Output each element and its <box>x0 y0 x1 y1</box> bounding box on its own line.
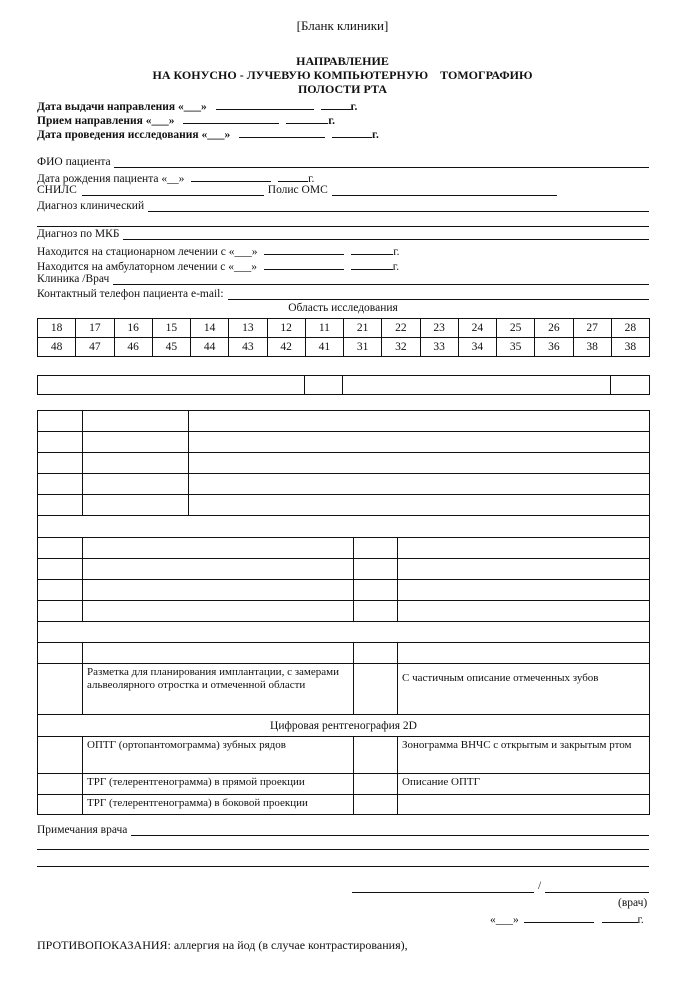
tooth-cell-upper[interactable]: 25 <box>497 319 535 338</box>
partial-description-label: С частичным описание отмеченных зубов <box>398 664 650 715</box>
tmj-checkbox[interactable] <box>354 737 398 774</box>
issue-date-year-field[interactable] <box>321 98 351 110</box>
service-checkbox[interactable] <box>354 643 398 664</box>
sign-year-suffix: г. <box>637 914 644 926</box>
service-cell <box>189 453 650 474</box>
snils-field[interactable] <box>82 184 264 196</box>
tooth-cell-lower[interactable]: 34 <box>458 338 496 357</box>
tooth-cell-lower[interactable]: 38 <box>611 338 649 357</box>
exam-date-row <box>37 126 379 141</box>
patient-fio-row <box>37 156 649 168</box>
issue-date-row <box>37 98 357 113</box>
reception-year-suffix: г. <box>328 115 336 127</box>
snils-oms-row <box>37 184 557 196</box>
doctor-name-field[interactable] <box>545 892 649 893</box>
clinic-doctor-field[interactable] <box>113 273 649 285</box>
outpatient-year-field[interactable] <box>351 258 393 270</box>
tooth-cell-upper[interactable]: 15 <box>152 319 190 338</box>
tooth-cell-lower[interactable]: 45 <box>152 338 190 357</box>
teeth-upper-row <box>38 319 650 338</box>
inpatient-label: Находится на стационарном лечении с «___» <box>37 246 258 258</box>
form-title-line-3: ПОЛОСТИ РТА <box>297 82 388 96</box>
exam-date-month-field[interactable] <box>239 126 325 138</box>
service-cell <box>398 580 650 601</box>
inpatient-year-field[interactable] <box>351 243 393 255</box>
service-cell <box>398 795 650 815</box>
tooth-cell-lower[interactable]: 43 <box>229 338 267 357</box>
issue-date-month-field[interactable] <box>216 98 314 110</box>
doctor-label: (врач) <box>618 897 648 909</box>
reception-date-year-field[interactable] <box>286 112 328 124</box>
service-cell <box>83 601 354 622</box>
snils-label: СНИЛС <box>37 184 77 196</box>
diagnosis-clinical-extra-line[interactable] <box>37 226 649 227</box>
services-block-2 <box>37 537 650 815</box>
tooth-cell-upper[interactable]: 13 <box>229 319 267 338</box>
services-block-1 <box>37 410 650 538</box>
optg-description-label: Описание ОПТГ <box>398 774 650 795</box>
outpatient-label: Находится на амбулаторном лечении с «___» <box>37 261 258 273</box>
diagnosis-clinical-field[interactable] <box>148 200 649 212</box>
oms-field[interactable] <box>332 184 557 196</box>
tooth-cell-lower[interactable]: 36 <box>535 338 573 357</box>
tooth-cell-upper[interactable]: 17 <box>76 319 114 338</box>
region-strip-cell[interactable] <box>38 376 305 395</box>
oms-label: Полис ОМС <box>267 184 328 196</box>
trg-direct-label: ТРГ (телерентгенограмма) в прямой проекции <box>83 774 354 795</box>
tooth-cell-lower[interactable]: 33 <box>420 338 458 357</box>
tooth-cell-upper[interactable]: 18 <box>38 319 76 338</box>
tooth-cell-lower[interactable]: 48 <box>38 338 76 357</box>
tmj-label: Зонограмма ВНЧС с открытым и закрытым ртом <box>398 737 650 774</box>
form-title-line-2: НА КОНУСНО - ЛУЧЕВУЮ КОМПЬЮТЕРНУЮ ТОМОГРАФИЮ <box>152 68 533 82</box>
service-checkbox[interactable] <box>354 795 398 815</box>
exam-date-label: Дата проведения исследования «___» <box>37 129 231 141</box>
tooth-cell-lower[interactable]: 38 <box>573 338 611 357</box>
outpatient-month-field[interactable] <box>264 258 344 270</box>
service-cell <box>83 538 354 559</box>
outpatient-year-suffix: г. <box>392 261 400 273</box>
service-checkbox[interactable] <box>354 580 398 601</box>
diagnosis-clinical-label: Диагноз клинический <box>37 200 145 212</box>
sign-date-month-field[interactable] <box>524 911 594 923</box>
tooth-cell-lower[interactable]: 31 <box>344 338 382 357</box>
service-cell <box>189 411 650 432</box>
tooth-cell-upper[interactable]: 11 <box>305 319 343 338</box>
optg-checkbox[interactable] <box>38 737 83 774</box>
sign-date-day: «___» <box>490 914 519 926</box>
issue-year-suffix: г. <box>350 101 358 113</box>
patient-fio-label: ФИО пациента <box>37 156 111 168</box>
sign-date-row <box>490 911 644 926</box>
tooth-cell-upper[interactable]: 12 <box>267 319 305 338</box>
reception-date-label: Прием направления «___» <box>37 115 175 127</box>
tooth-cell-upper[interactable]: 23 <box>420 319 458 338</box>
issue-date-label: Дата выдачи направления «___» <box>37 101 207 113</box>
tooth-cell-lower[interactable]: 47 <box>76 338 114 357</box>
service-cell <box>83 580 354 601</box>
clinic-form-label: [Бланк клиники] <box>296 18 389 33</box>
trg-direct-checkbox[interactable] <box>38 774 83 795</box>
doctor-notes-line-3[interactable] <box>37 866 649 867</box>
tooth-cell-upper[interactable]: 21 <box>344 319 382 338</box>
section-header-row <box>38 516 650 538</box>
service-checkbox[interactable] <box>354 601 398 622</box>
doctor-signature-field[interactable] <box>352 892 534 893</box>
service-cell <box>83 411 189 432</box>
service-cell <box>189 495 650 516</box>
tooth-cell-upper[interactable]: 27 <box>573 319 611 338</box>
doctor-notes-line-2[interactable] <box>37 849 649 850</box>
region-strip-cell[interactable] <box>343 376 610 395</box>
service-cell <box>189 474 650 495</box>
birth-date-row <box>37 170 314 185</box>
service-cell <box>83 559 354 580</box>
service-checkbox[interactable] <box>38 643 83 664</box>
doctor-notes-row <box>37 824 649 836</box>
region-strip-cell[interactable] <box>305 376 343 395</box>
tooth-cell-lower[interactable]: 46 <box>114 338 152 357</box>
birth-date-year-field[interactable] <box>278 170 308 182</box>
tooth-cell-lower[interactable]: 42 <box>267 338 305 357</box>
form-title: НАПРАВЛЕНИЕ <box>296 54 389 68</box>
doctor-notes-label: Примечания врача <box>37 824 128 836</box>
inpatient-year-suffix: г. <box>393 246 400 258</box>
tooth-cell-upper[interactable]: 16 <box>114 319 152 338</box>
diagnosis-mkb-field[interactable] <box>123 228 649 240</box>
service-cell <box>189 432 650 453</box>
tooth-cell-lower[interactable]: 41 <box>305 338 343 357</box>
clinic-doctor-label: Клиника /Врач <box>37 273 110 285</box>
tooth-cell-lower[interactable]: 44 <box>191 338 229 357</box>
contact-field[interactable] <box>228 288 649 300</box>
service-cell <box>83 453 189 474</box>
service-checkbox[interactable] <box>38 580 83 601</box>
tooth-cell-upper[interactable]: 26 <box>535 319 573 338</box>
contact-row <box>37 288 649 300</box>
service-cell <box>398 559 650 580</box>
reception-date-month-field[interactable] <box>183 112 279 124</box>
outpatient-row <box>37 258 399 273</box>
tooth-cell-upper[interactable]: 28 <box>611 319 649 338</box>
service-checkbox[interactable] <box>38 474 83 495</box>
services-grid <box>37 410 650 822</box>
trg-lateral-checkbox[interactable] <box>38 795 83 815</box>
tooth-cell-lower[interactable]: 32 <box>382 338 420 357</box>
service-checkbox[interactable] <box>38 411 83 432</box>
partial-description-checkbox[interactable] <box>354 664 398 715</box>
region-strip-cell[interactable] <box>610 376 649 395</box>
teeth-lower-row <box>38 338 650 357</box>
diagnosis-clinical-row <box>37 200 649 212</box>
patient-fio-field[interactable] <box>114 156 649 168</box>
service-checkbox[interactable] <box>38 495 83 516</box>
service-checkbox[interactable] <box>354 538 398 559</box>
inpatient-month-field[interactable] <box>264 243 344 255</box>
study-area-label: Область исследования <box>288 302 398 314</box>
service-checkbox[interactable] <box>354 559 398 580</box>
service-cell <box>398 643 650 664</box>
tooth-cell-upper[interactable]: 14 <box>191 319 229 338</box>
digital-2d-header: Цифровая рентгенография 2D <box>38 715 650 737</box>
service-checkbox[interactable] <box>38 559 83 580</box>
implant-markup-label: Разметка для планирования имплантации, с замерами альвеолярного отростка и отмеченной области <box>83 664 354 715</box>
contraindications-text: ПРОТИВОПОКАЗАНИЯ: аллергия на йод (в случае контрастирования), <box>37 938 408 952</box>
service-checkbox[interactable] <box>38 453 83 474</box>
service-cell <box>398 538 650 559</box>
tooth-cell-upper[interactable]: 24 <box>458 319 496 338</box>
service-cell <box>83 474 189 495</box>
diagnosis-mkb-label: Диагноз по МКБ <box>37 228 120 240</box>
teeth-chart <box>37 318 650 357</box>
reception-date-row <box>37 112 335 127</box>
contact-label: Контактный телефон пациента e-mail: <box>37 288 224 300</box>
service-cell <box>83 432 189 453</box>
doctor-notes-field[interactable] <box>131 824 649 836</box>
service-cell <box>398 601 650 622</box>
sign-date-year-field[interactable] <box>602 911 638 923</box>
tooth-cell-lower[interactable]: 35 <box>497 338 535 357</box>
service-checkbox[interactable] <box>38 538 83 559</box>
region-strip-table <box>37 375 650 395</box>
clinic-doctor-row <box>37 273 649 285</box>
inpatient-row <box>37 243 400 258</box>
section-header-row <box>38 622 650 643</box>
birth-year-suffix: г. <box>308 173 315 185</box>
service-cell <box>83 495 189 516</box>
implant-markup-checkbox[interactable] <box>38 664 83 715</box>
diagnosis-mkb-row <box>37 228 649 240</box>
exam-date-year-field[interactable] <box>332 126 372 138</box>
service-checkbox[interactable] <box>38 601 83 622</box>
exam-year-suffix: г. <box>372 129 379 141</box>
service-cell <box>83 643 354 664</box>
optg-description-checkbox[interactable] <box>354 774 398 795</box>
birth-date-label: Дата рождения пациента «__» <box>37 173 185 185</box>
service-checkbox[interactable] <box>38 432 83 453</box>
trg-lateral-label: ТРГ (телерентгенограмма) в боковой проекции <box>83 795 354 815</box>
tooth-cell-upper[interactable]: 22 <box>382 319 420 338</box>
signature-slash: / <box>538 880 542 892</box>
optg-label: ОПТГ (ортопантомограмма) зубных рядов <box>83 737 354 774</box>
birth-date-month-field[interactable] <box>191 170 271 182</box>
